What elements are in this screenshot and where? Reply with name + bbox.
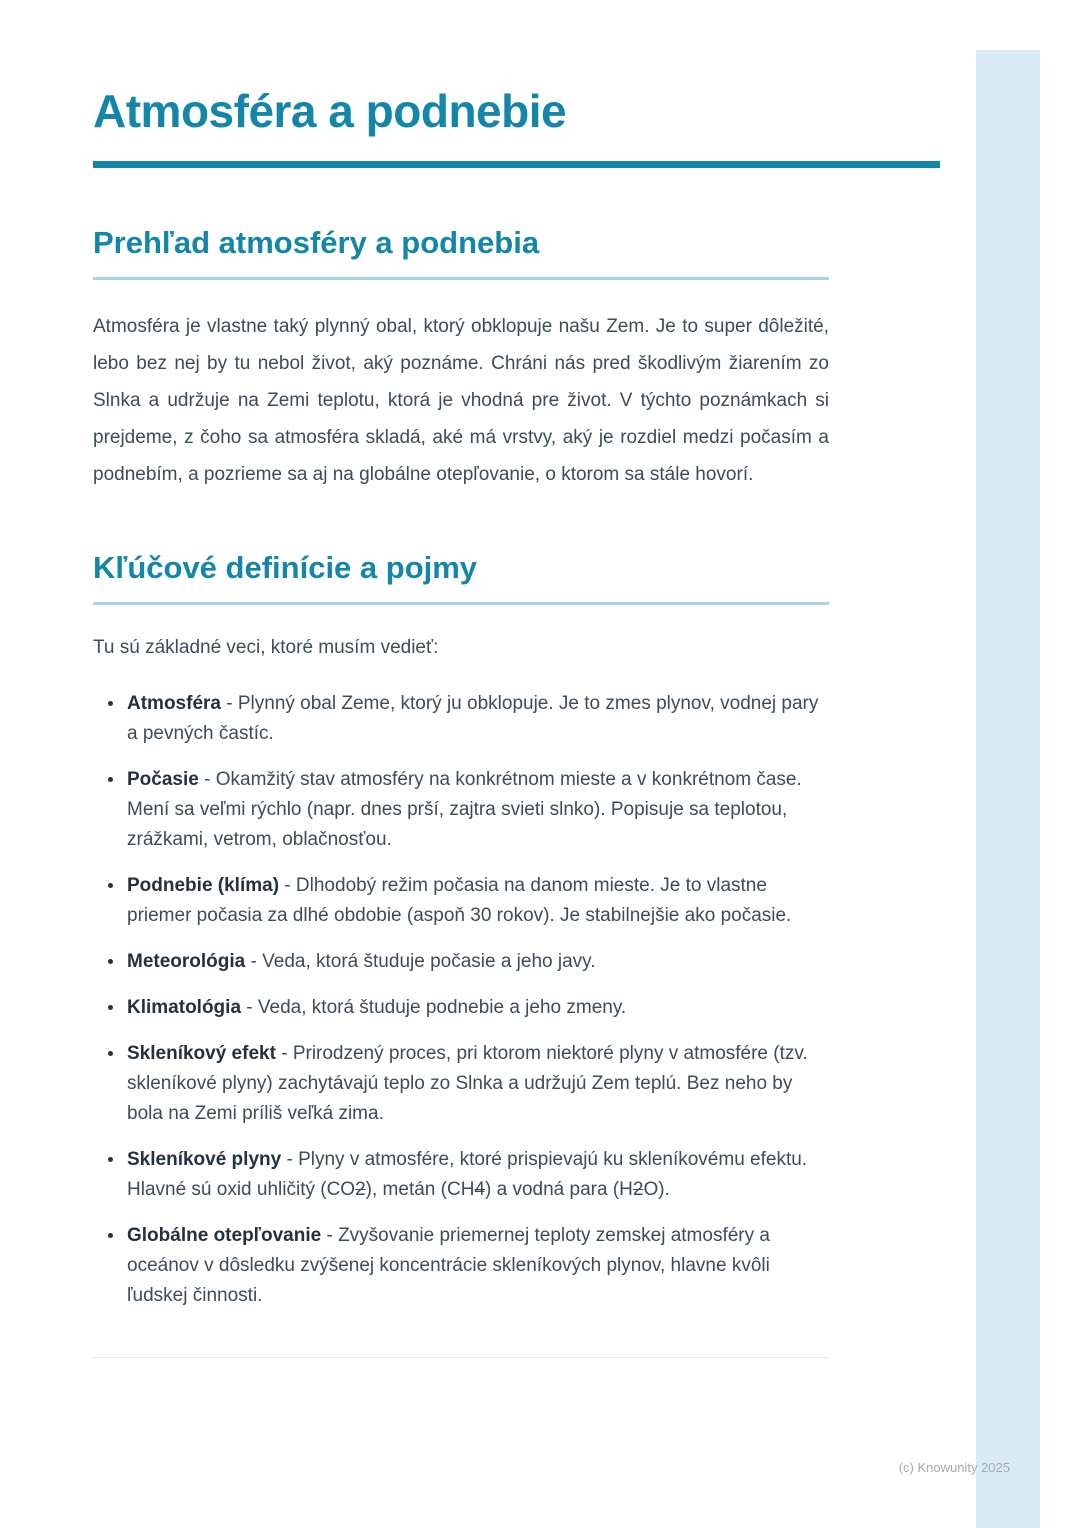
definition-body-text: 4 — [474, 1178, 485, 1200]
definition-body-text: Zvyšovanie priemernej teploty zemskej atmosféry a oceánov v dôsledku zvýšenej koncentrácie skleníkových plynov, hlavne kvôli ľudskej činnosti. — [127, 1224, 770, 1306]
definition-separator: - — [220, 692, 238, 714]
section-underline — [93, 602, 829, 605]
definition-term: Atmosféra — [127, 692, 221, 714]
definition-item — [125, 765, 829, 855]
definition-separator: - — [281, 1148, 299, 1170]
definition-term: Skleníkové plyny — [127, 1148, 282, 1170]
section-heading-definitions: Kľúčové definície a pojmy — [93, 549, 478, 585]
definition-separator: - — [321, 1224, 339, 1246]
definition-body-text: ), metán (CH — [365, 1178, 475, 1200]
document-page — [93, 0, 829, 1358]
definitions-list — [93, 689, 829, 1311]
definition-item — [125, 871, 829, 931]
definition-item — [125, 947, 829, 977]
bottom-divider — [93, 1357, 829, 1358]
definition-term: Skleníkový efekt — [127, 1042, 276, 1064]
definition-body-text: Plyny v atmosfére, ktoré prispievajú ku skleníkovému efektu. Hlavné sú oxid uhličitý (CO — [127, 1148, 808, 1200]
page-title: Atmosféra a podnebie — [93, 85, 567, 137]
overview-paragraph: Atmosféra je vlastne taký plynný obal, ktorý obklopuje našu Zem. Je to super dôležité, lebo bez nej by tu nebol život, aký poznáme. Chráni nás pred škodlivým žiarením zo Slnka a udržuje na Zemi teplotu, ktorá je vhodná pre život. V týchto poznámkach si prejdeme, z čoho sa atmosféra skladá, aké má vrstvy, aký je rozdiel medzi počasím a podnebím, a pozrieme sa aj na globálne otepľovanie, o ktorom sa stále hovorí. — [93, 315, 829, 485]
definition-separator: - — [198, 768, 216, 790]
definition-term: Klimatológia — [127, 996, 242, 1018]
definition-term: Podnebie (klíma) — [127, 874, 280, 896]
definition-separator: - — [279, 874, 296, 896]
definition-body-text: Dlhodobý režim počasia na danom mieste. Je to vlastne priemer počasia za dlhé obdobie (aspoň 30 rokov). Je stabilnejšie ako počasie. — [127, 874, 792, 926]
definition-item — [125, 689, 829, 749]
definition-term: Počasie — [127, 768, 199, 790]
definition-body-text: Plynný obal Zeme, ktorý ju obklopuje. Je to zmes plynov, vodnej pary a pevných častíc. — [127, 692, 819, 744]
definition-body-text: O). — [643, 1178, 670, 1200]
definition-body-text: Prirodzený proces, pri ktorom niektoré plyny v atmosfére (tzv. skleníkové plyny) zachytávajú teplo zo Slnka a udržujú Zem teplú. Bez neho by bola na Zemi príliš veľká zima. — [127, 1042, 808, 1124]
definitions-intro: Tu sú základné veci, ktoré musím vedieť: — [93, 636, 439, 658]
definition-item — [125, 993, 829, 1023]
footer-credit: (c) Knowunity 2025 — [898, 1460, 1010, 1475]
definition-body-text: 2 — [355, 1178, 366, 1200]
section-heading-overview: Prehľad atmosféry a podnebia — [93, 224, 540, 260]
definition-item — [125, 1039, 829, 1129]
definition-separator: - — [275, 1042, 293, 1064]
definition-separator: - — [245, 950, 263, 972]
definition-body-text: 2 — [632, 1178, 644, 1200]
definition-item — [125, 1145, 829, 1205]
definition-body-text: Veda, ktorá študuje podnebie a jeho zmeny. — [257, 996, 627, 1018]
side-stripe — [976, 50, 1040, 1528]
definition-item — [125, 1221, 829, 1311]
definition-term: Globálne otepľovanie — [127, 1224, 322, 1246]
definition-term: Meteorológia — [127, 950, 246, 972]
definition-body-text: Veda, ktorá študuje počasie a jeho javy. — [262, 950, 596, 972]
definition-body-text: ) a vodná para (H — [485, 1178, 633, 1200]
definition-body-text: Okamžitý stav atmosféry na konkrétnom mieste a v konkrétnom čase. Mení sa veľmi rýchlo (napr. dnes prší, zajtra svieti slnko). Popisuje sa teplotou, zrážkami, vetrom, oblačnosťou. — [127, 768, 802, 850]
title-rule — [93, 161, 940, 168]
definition-separator: - — [241, 996, 258, 1018]
section-underline — [93, 277, 829, 280]
